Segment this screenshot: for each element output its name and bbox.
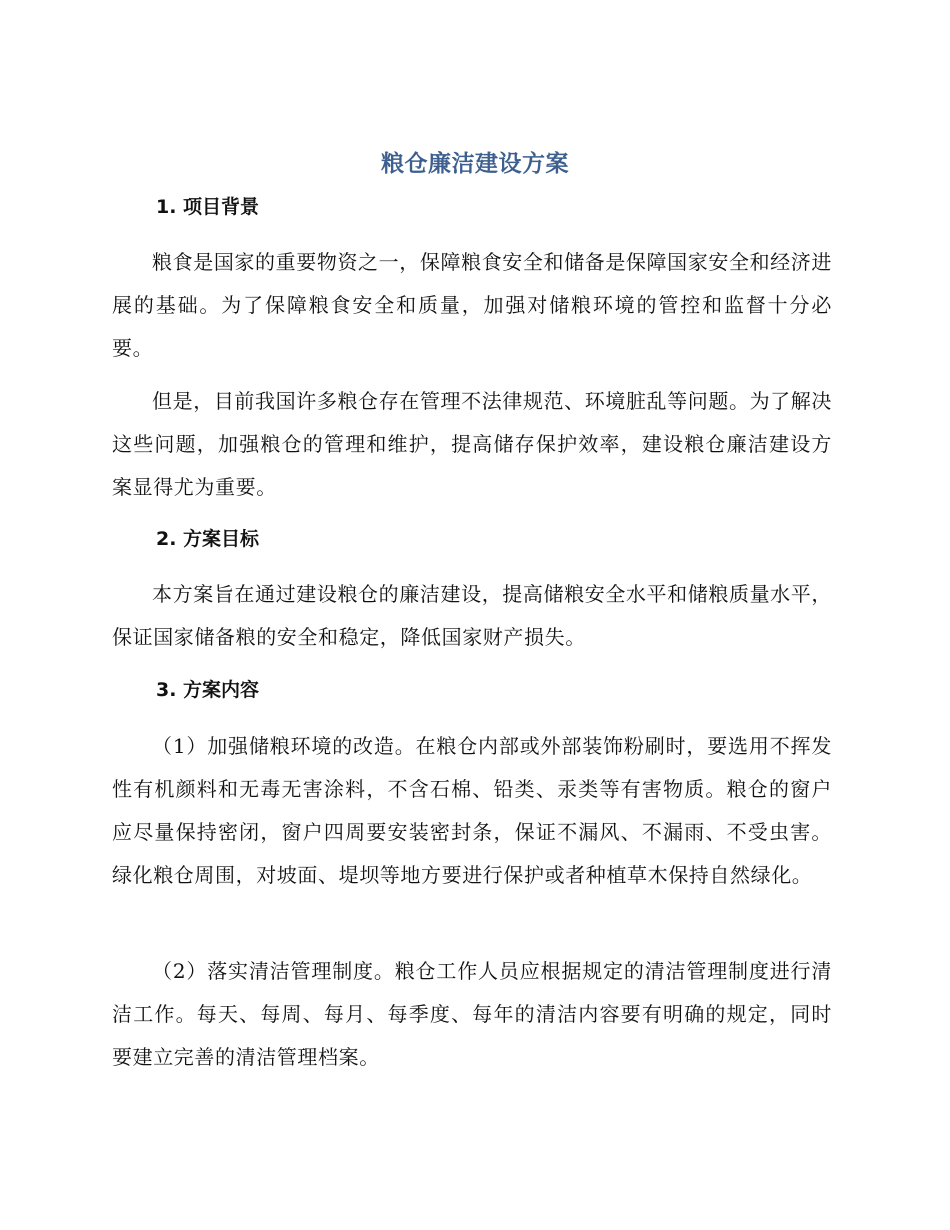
section-heading-goals: 2. 方案目标 <box>156 528 260 550</box>
paragraph-background-2: 但是，目前我国许多粮仓存在管理不法律规范、环境脏乱等问题。为了解决这些问题，加强粮仓的管理和维护，提高储存保护效率，建设粮仓廉洁建设方案显得尤为重要。 <box>112 389 832 499</box>
section-heading-content: 3. 方案内容 <box>156 679 260 701</box>
paragraph-content-item-2: （2）落实清洁管理制度。粮仓工作人员应根据规定的清洁管理制度进行清洁工作。每天、每周、每月、每季度、每年的清洁内容要有明确的规定，同时要建立完善的清洁管理档案。 <box>112 959 832 1069</box>
section-heading-background: 1. 项目背景 <box>156 196 260 218</box>
paragraph-background-1: 粮食是国家的重要物资之一，保障粮食安全和储备是保障国家安全和经济进展的基础。为了保障粮食安全和质量，加强对储粮环境的管控和监督十分必要。 <box>112 250 832 360</box>
paragraph-content-item-1: （1）加强储粮环境的改造。在粮仓内部或外部装饰粉刷时，要选用不挥发性有机颜料和无毒无害涂料，不含石棉、铅类、汞类等有害物质。粮仓的窗户应尽量保持密闭，窗户四周要安装密封条，保证不漏风、不漏雨、不受虫害。绿化粮仓周围，对坡面、堤坝等地方要进行保护或者种植草木保持自然绿化。 <box>112 734 832 887</box>
document-title: 粮仓廉洁建设方案 <box>381 151 569 177</box>
paragraph-goals: 本方案旨在通过建设粮仓的廉洁建设，提高储粮安全水平和储粮质量水平，保证国家储备粮的安全和稳定，降低国家财产损失。 <box>112 582 832 649</box>
